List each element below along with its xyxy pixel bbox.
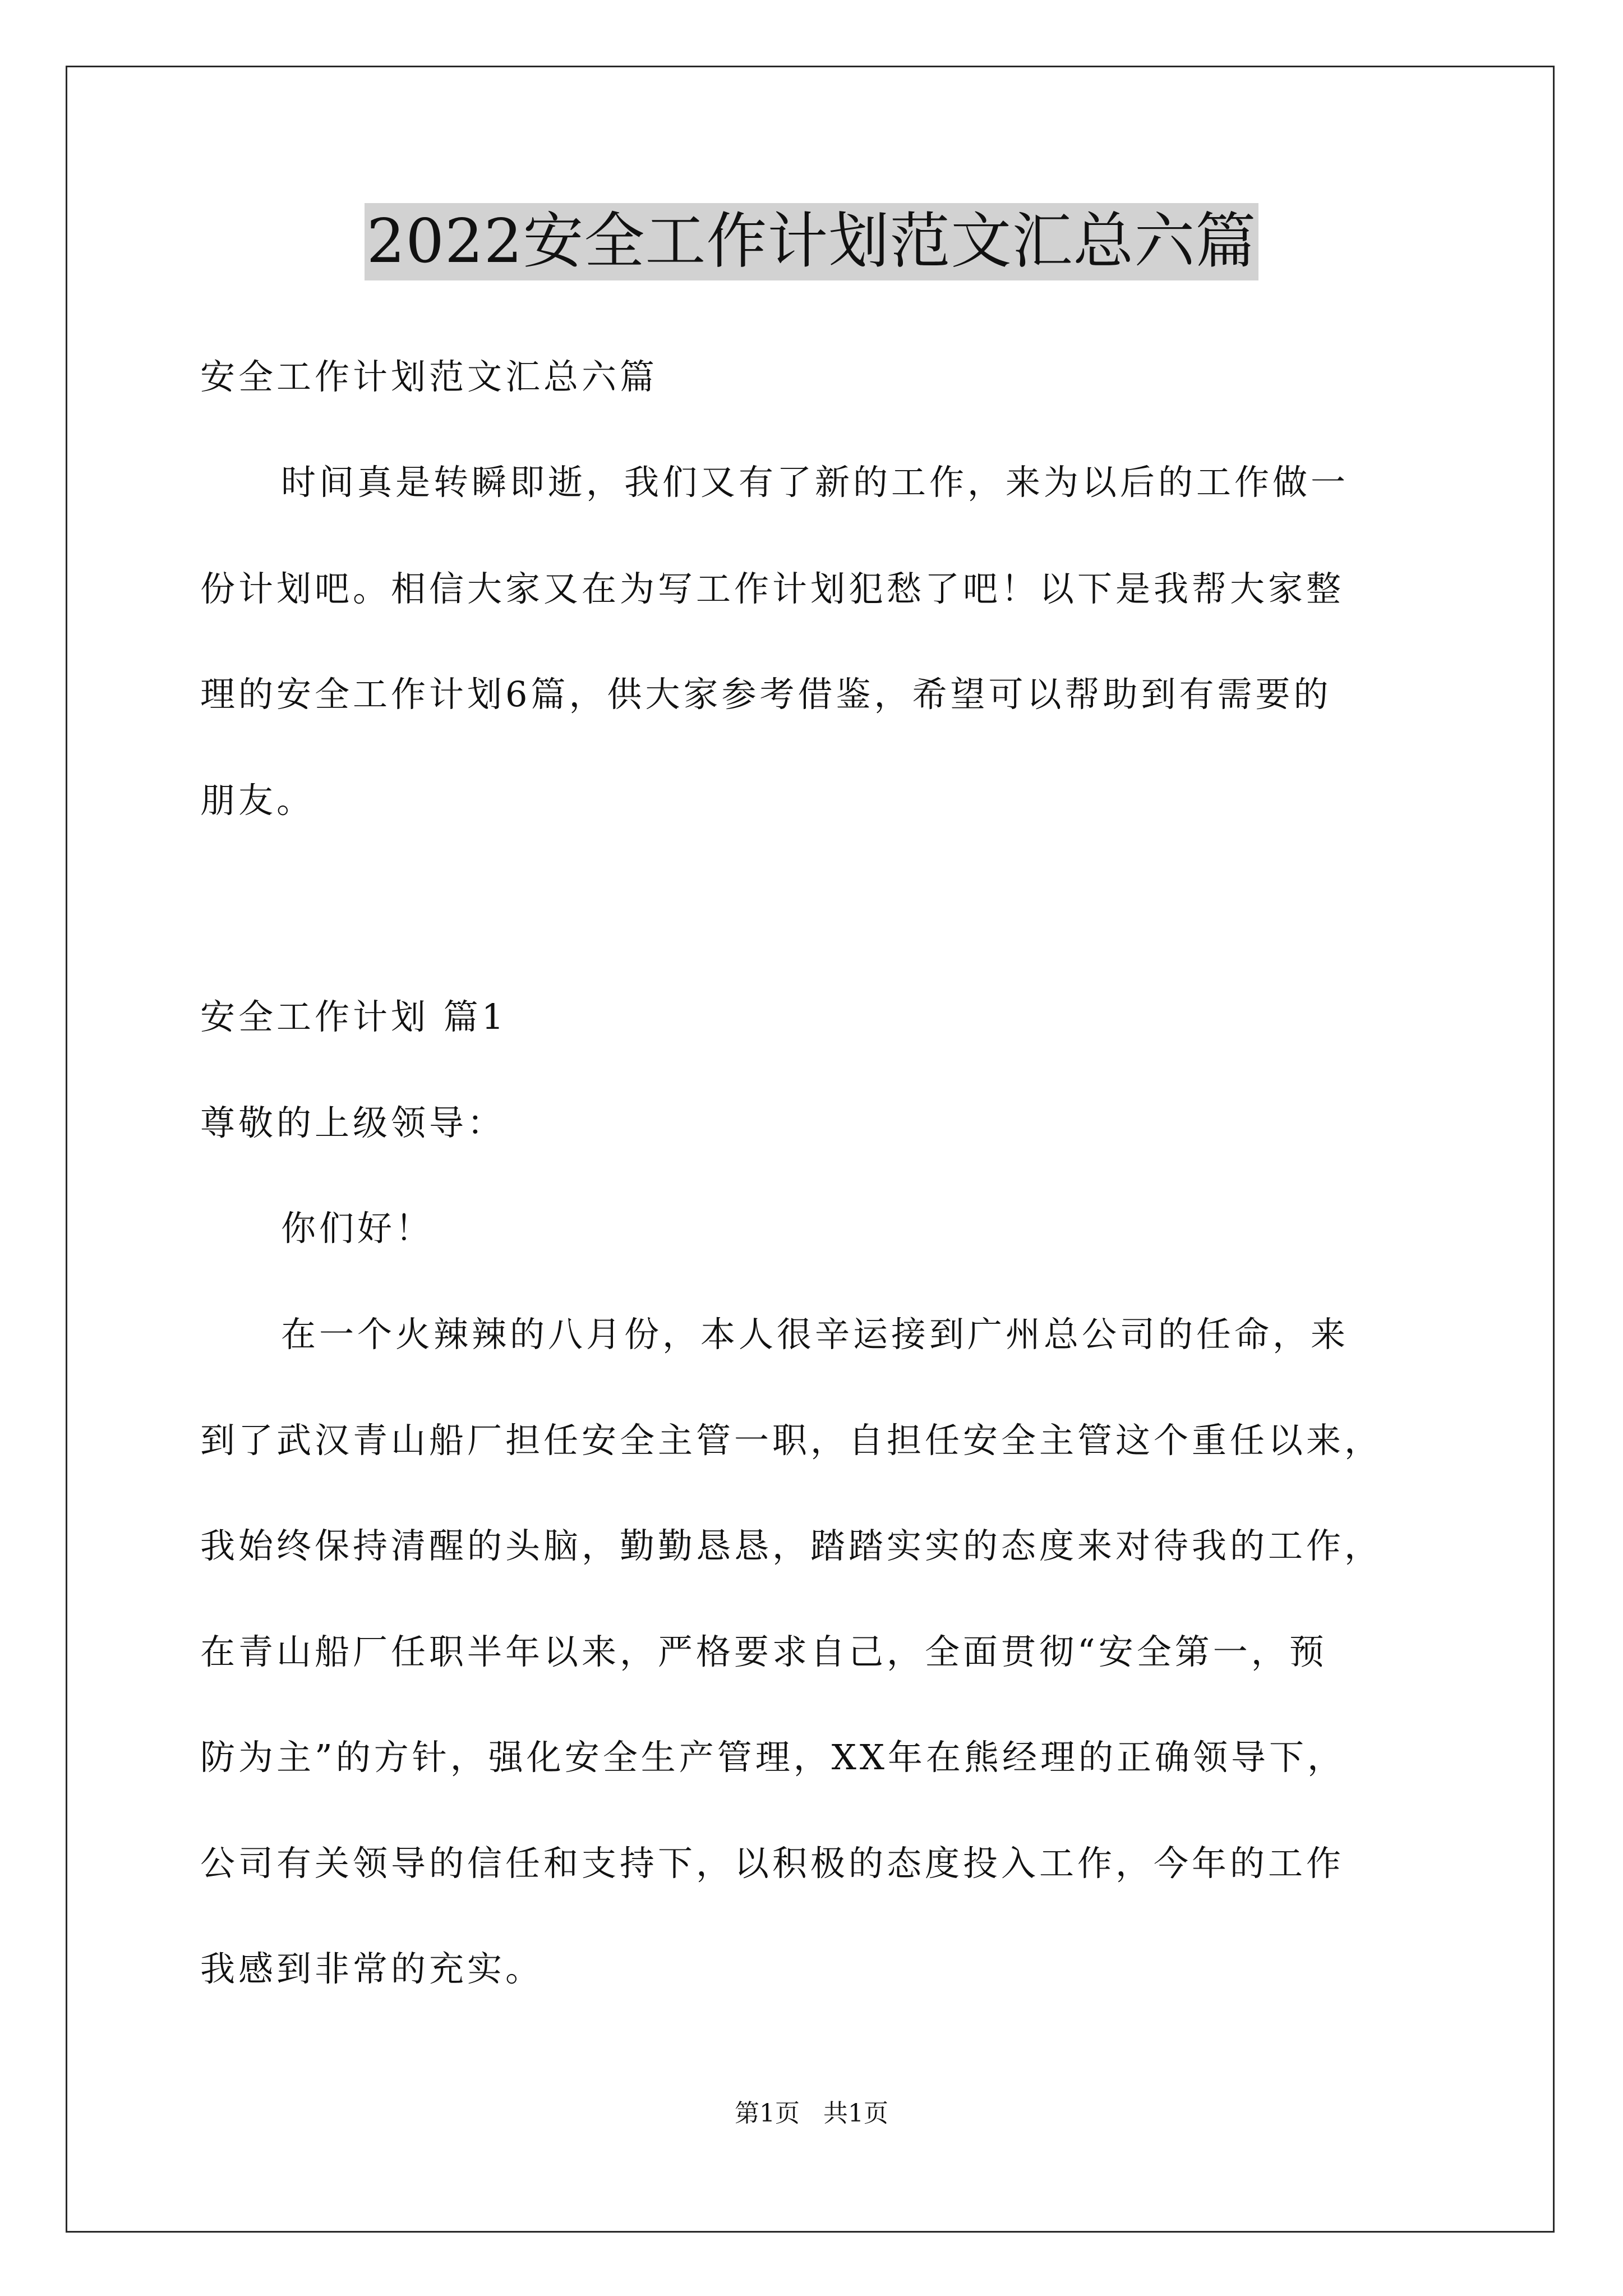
greeting: 你们好！ bbox=[281, 1208, 434, 1249]
body-line: 我始终保持清醒的头脑，勤勤恳恳，踏踏实实的态度来对待我的工作， bbox=[200, 1525, 1383, 1566]
body-line: 公司有关领导的信任和支持下，以积极的态度投入工作，今年的工作 bbox=[200, 1843, 1345, 1884]
page-footer: 第1页 共1页 bbox=[735, 2099, 888, 2128]
section-heading: 安全工作计划 篇1 bbox=[200, 996, 508, 1037]
intro-line: 朋友。 bbox=[200, 780, 315, 821]
body-line: 在一个火辣辣的八月份，本人很辛运接到广州总公司的任命，来 bbox=[281, 1314, 1349, 1355]
intro-line: 理的安全工作计划6篇，供大家参考借鉴，希望可以帮助到有需要的 bbox=[200, 674, 1332, 715]
body-line: 在青山船厂任职半年以来，严格要求自己，全面贯彻“安全第一，预 bbox=[200, 1631, 1327, 1672]
intro-line: 时间真是转瞬即逝，我们又有了新的工作，来为以后的工作做一 bbox=[281, 462, 1349, 503]
title-container bbox=[0, 203, 1623, 280]
intro-line: 份计划吧。相信大家又在为写工作计划犯愁了吧！以下是我帮大家整 bbox=[200, 568, 1345, 609]
body-line: 防为主”的方针，强化安全生产管理，XX年在熊经理的正确领导下， bbox=[200, 1737, 1345, 1778]
body-line: 我感到非常的充实。 bbox=[200, 1948, 544, 1989]
body-line: 到了武汉青山船厂担任安全主管一职，自担任安全主管这个重任以来， bbox=[200, 1420, 1383, 1461]
subtitle: 安全工作计划范文汇总六篇 bbox=[200, 356, 658, 397]
document-title: 2022安全工作计划范文汇总六篇 bbox=[365, 203, 1259, 280]
salutation: 尊敬的上级领导： bbox=[200, 1102, 506, 1143]
